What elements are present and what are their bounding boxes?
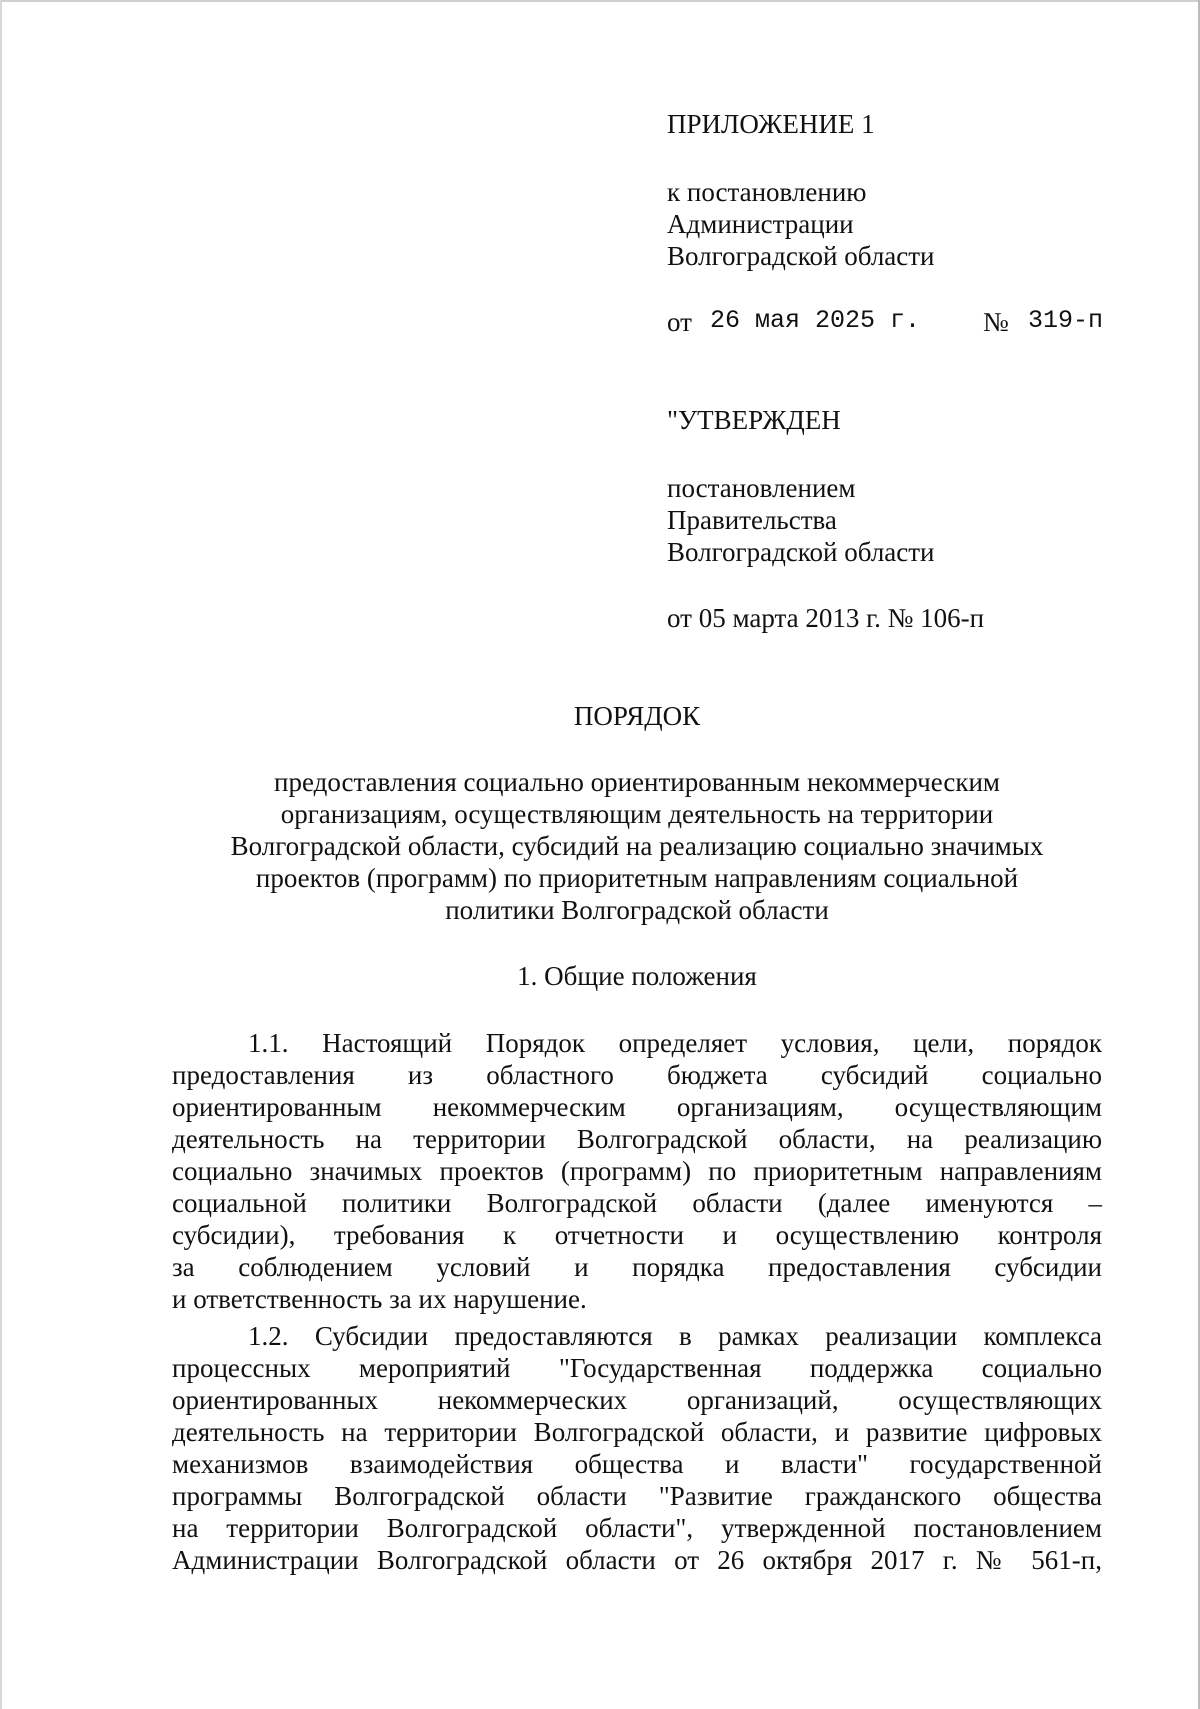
paragraph-1-1-line: социальной политики Волгоградской области (далее именуются –	[172, 1188, 1102, 1218]
appendix-number-value: 319-п	[1028, 306, 1104, 335]
document-title: ПОРЯДОК	[573, 701, 701, 731]
appendix-date-prefix: от	[667, 307, 692, 337]
paragraph-1-1-line: ориентированным некоммерческим организациям, осуществляющим	[172, 1092, 1102, 1122]
paragraph-1-1-line: 1.1. Настоящий Порядок определяет условия, цели, порядок	[248, 1028, 1102, 1058]
paragraph-1-1-line: социально значимых проектов (программ) по приоритетным направлениям	[172, 1156, 1102, 1186]
approved-ref-line: Волгоградской области	[667, 537, 935, 567]
paragraph-1-1-line: за соблюдением условий и порядка предоставления субсидии	[172, 1252, 1102, 1282]
appendix-ref-line: к постановлению	[667, 177, 867, 207]
appendix-title: ПРИЛОЖЕНИЕ 1	[667, 109, 875, 139]
approved-ref-line: постановлением	[667, 473, 856, 503]
paragraph-1-2-line: процессных мероприятий "Государственная поддержка социально	[172, 1353, 1102, 1383]
approved-date-line: от 05 марта 2013 г. № 106-п	[667, 603, 985, 633]
paragraph-1-1-line: субсидии), требования к отчетности и осуществлению контроля	[172, 1220, 1102, 1250]
paragraph-1-1-line: и ответственность за их нарушение.	[172, 1284, 587, 1314]
approved-ref-line: Правительства	[667, 505, 837, 535]
paragraph-1-2-line: Администрации Волгоградской области от 26 октября 2017 г. № 561-п,	[172, 1545, 1102, 1575]
appendix-ref-line: Волгоградской области	[667, 241, 935, 271]
document-subtitle-line: организациям, осуществляющим деятельность на территории	[280, 799, 994, 829]
scan-border-top	[0, 0, 1200, 2]
section-heading: 1. Общие положения	[517, 961, 757, 991]
paragraph-1-2-line: 1.2. Субсидии предоставляются в рамках реализации комплекса	[248, 1321, 1102, 1351]
paragraph-1-2-line: деятельность на территории Волгоградской области, и развитие цифровых	[172, 1417, 1102, 1447]
document-subtitle-line: предоставления социально ориентированным некоммерческим	[274, 767, 1000, 797]
paragraph-1-2-line: на территории Волгоградской области", утвержденной постановлением	[172, 1513, 1102, 1543]
paragraph-1-2-line: ориентированных некоммерческих организаций, осуществляющих	[172, 1385, 1102, 1415]
appendix-date-value: 26 мая 2025 г.	[710, 306, 921, 335]
approved-title: "УТВЕРЖДЕН	[667, 405, 841, 435]
paragraph-1-2-line: программы Волгоградской области "Развитие гражданского общества	[172, 1481, 1102, 1511]
document-subtitle-line: политики Волгоградской области	[445, 895, 829, 925]
appendix-number-sign: №	[983, 307, 1009, 337]
document-subtitle-line: Волгоградской области, субсидий на реализацию социально значимых	[230, 831, 1044, 861]
paragraph-1-2-line: механизмов взаимодействия общества и власти" государственной	[172, 1449, 1102, 1479]
paragraph-1-1-line: деятельность на территории Волгоградской области, на реализацию	[172, 1124, 1102, 1154]
paragraph-1-1-line: предоставления из областного бюджета субсидий социально	[172, 1060, 1102, 1090]
scan-border-left	[0, 0, 2, 1709]
appendix-ref-line: Администрации	[667, 209, 854, 239]
document-subtitle-line: проектов (программ) по приоритетным направлениям социальной	[255, 863, 1019, 893]
